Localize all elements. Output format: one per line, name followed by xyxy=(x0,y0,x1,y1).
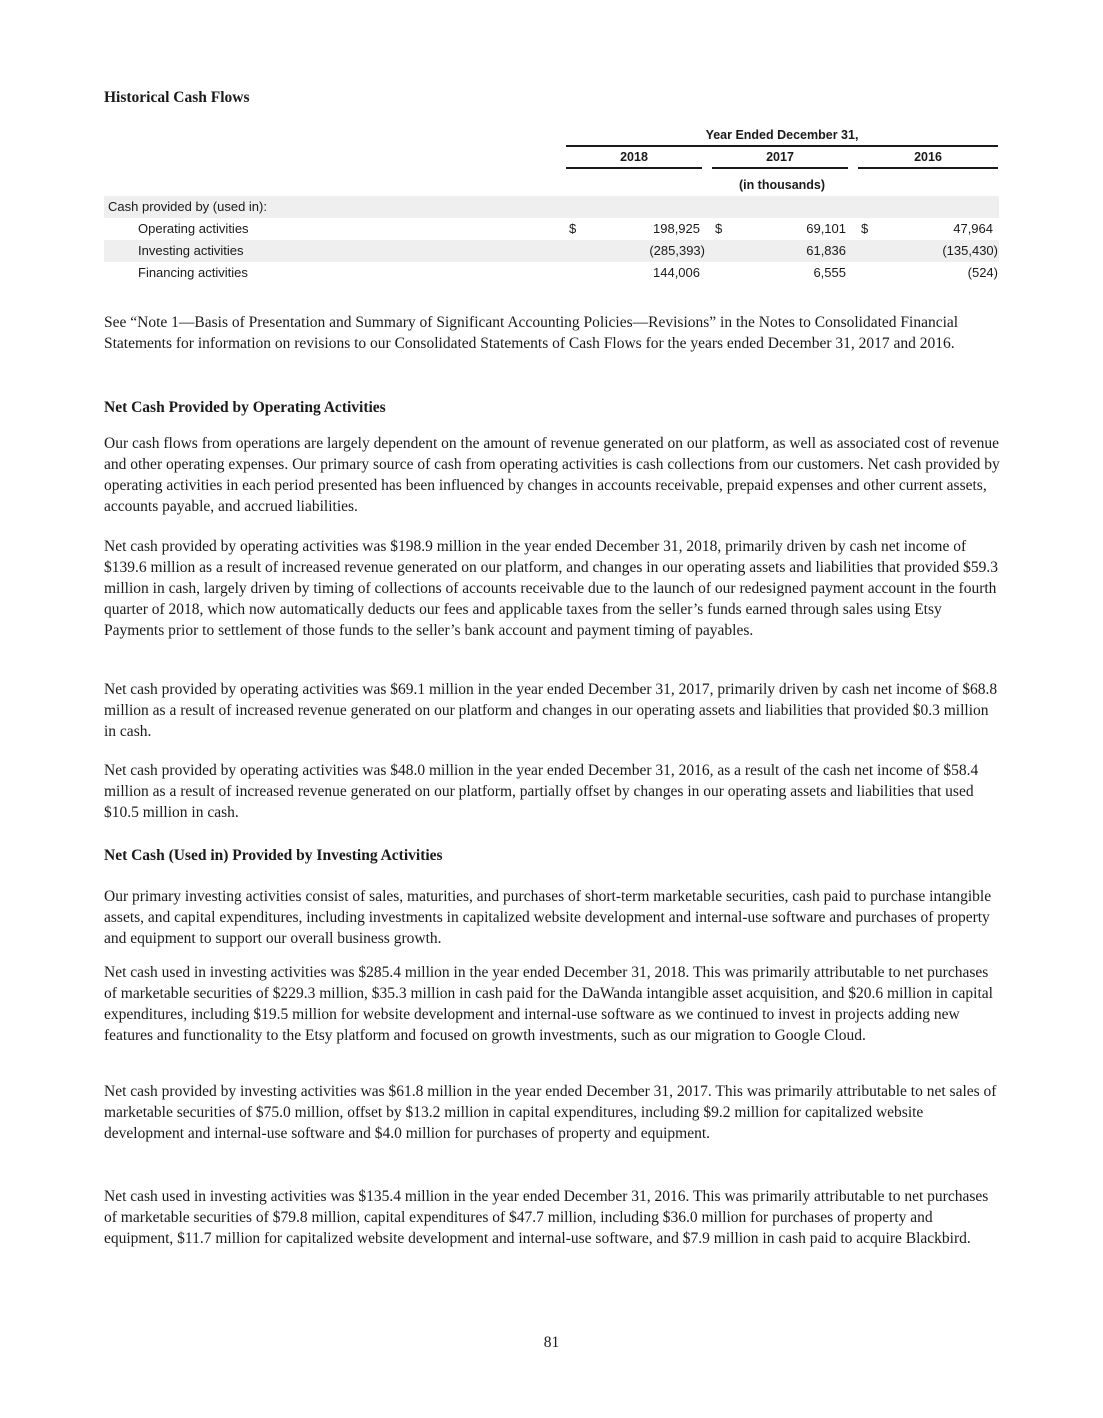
table-group-label: Cash provided by (used in): xyxy=(108,199,267,214)
table-row-label: Operating activities xyxy=(138,221,249,236)
table-cell-value: 69,101 xyxy=(806,221,846,236)
operating-paragraph: Net cash provided by operating activities was $69.1 million in the year ended December 31, 2017, primarily driven by cash net income of $68.8 million as a result of increased revenue generated on our platform and changes in our operating assets and liabilities that provided $0.3 million in cash. xyxy=(104,681,998,740)
table-cell-value: 47,964 xyxy=(953,221,993,236)
currency-symbol: $ xyxy=(569,221,577,236)
operating-section-heading: Net Cash Provided by Operating Activities xyxy=(104,399,386,416)
table-year-rule-2016 xyxy=(858,167,998,169)
page-number: 81 xyxy=(543,1334,560,1351)
table-cell-value: 61,836 xyxy=(806,243,846,258)
investing-paragraph: Net cash used in investing activities was $135.4 million in the year ended December 31, 2016. This was primarily attributable to net purchases of marketable securities of $79.8 million, capital expenditures of $47.7 million, including $36.0 million for purchases of property and equipment, $11.7 million for capitalized website development and internal-use software, and $7.9 million in cash paid to acquire Blackbird. xyxy=(104,1188,989,1247)
table-cell-value: 198,925 xyxy=(653,221,700,236)
operating-paragraph: Our cash flows from operations are largely dependent on the amount of revenue generated on our platform, as well as associated cost of revenue and other operating expenses. Our primary source of cash from operating activities is cash collections from our customers. Net cash provided by operating activities in each period presented has been influenced by changes in accounts receivable, prepaid expenses and other current assets, accounts payable, and accrued liabilities. xyxy=(104,435,1000,515)
table-row xyxy=(104,240,999,262)
table-units-label: (in thousands) xyxy=(738,178,826,192)
table-year-header-2016: 2016 xyxy=(914,150,942,164)
investing-paragraph: Net cash provided by investing activities was $61.8 million in the year ended December 31, 2017. This was primarily attributable to net sales of marketable securities of $75.0 million, offset by $13.2 million in capital expenditures, including $9.2 million for capitalized website development and internal-use software and $4.0 million for purchases of property and equipment. xyxy=(104,1083,997,1142)
currency-symbol: $ xyxy=(715,221,723,236)
table-row-label: Financing activities xyxy=(138,265,248,280)
table-cell-value: (524) xyxy=(967,265,998,280)
table-header-rule xyxy=(566,145,998,147)
table-year-header-2017: 2017 xyxy=(766,150,794,164)
operating-paragraph: Net cash provided by operating activities was $48.0 million in the year ended December 31, 2016, as a result of the cash net income of $58.4 million as a result of increased revenue generated on our platform, partially offset by changes in our operating assets and liabilities that used $10.5 million in cash. xyxy=(104,762,979,821)
operating-paragraph: Net cash provided by operating activities was $198.9 million in the year ended December 31, 2018, primarily driven by cash net income of $139.6 million as a result of increased revenue generated on our platform, and changes in our operating assets and liabilities that provided $59.3 million in cash, largely driven by timing of collections of accounts receivable due to the launch of our redesigned payment account in the fourth quarter of 2018, which now automatically deducts our fees and applicable taxes from the seller’s funds earned through sales using Etsy Payments prior to settlement of those funds to the seller’s bank account and payment timing of payables. xyxy=(104,538,999,639)
table-cell-value: (285,393) xyxy=(649,243,705,258)
table-year-rule-2017 xyxy=(712,167,848,169)
revisions-note-paragraph: See “Note 1—Basis of Presentation and Summary of Significant Accounting Policies—Revisions” in the Notes to Consolidated Financial Statements for information on revisions to our Consolidated Statements of Cash Flows for the years ended December 31, 2017 and 2016. xyxy=(104,314,959,352)
table-year-rule-2018 xyxy=(566,167,702,169)
table-row xyxy=(104,218,999,240)
table-row xyxy=(104,262,999,284)
table-row-label: Investing activities xyxy=(138,243,244,258)
investing-paragraph: Net cash used in investing activities was $285.4 million in the year ended December 31, 2018. This was primarily attributable to net purchases of marketable securities of $229.3 million, $35.3 million in cash paid for the DaWanda intangible asset acquisition, and $20.6 million in capital expenditures, including $19.5 million for website development and internal-use software as we continued to invest in projects adding new features and functionality to the Etsy platform and focused on growth investments, such as our migration to Google Cloud. xyxy=(104,964,993,1044)
table-group-row xyxy=(104,196,999,218)
table-cell-value: (135,430) xyxy=(942,243,998,258)
currency-symbol: $ xyxy=(861,221,869,236)
table-period-header: Year Ended December 31, xyxy=(705,128,859,142)
table-cell-value: 6,555 xyxy=(813,265,846,280)
table-cell-value: 144,006 xyxy=(653,265,700,280)
investing-section-heading: Net Cash (Used in) Provided by Investing Activities xyxy=(104,847,443,864)
section-title: Historical Cash Flows xyxy=(104,89,250,106)
table-year-header-2018: 2018 xyxy=(620,150,648,164)
investing-paragraph: Our primary investing activities consist of sales, maturities, and purchases of short-term marketable securities, cash paid to purchase intangible assets, and capital expenditures, including investments in capitalized website development and internal-use software and purchases of property and equipment to support our overall business growth. xyxy=(104,888,992,947)
